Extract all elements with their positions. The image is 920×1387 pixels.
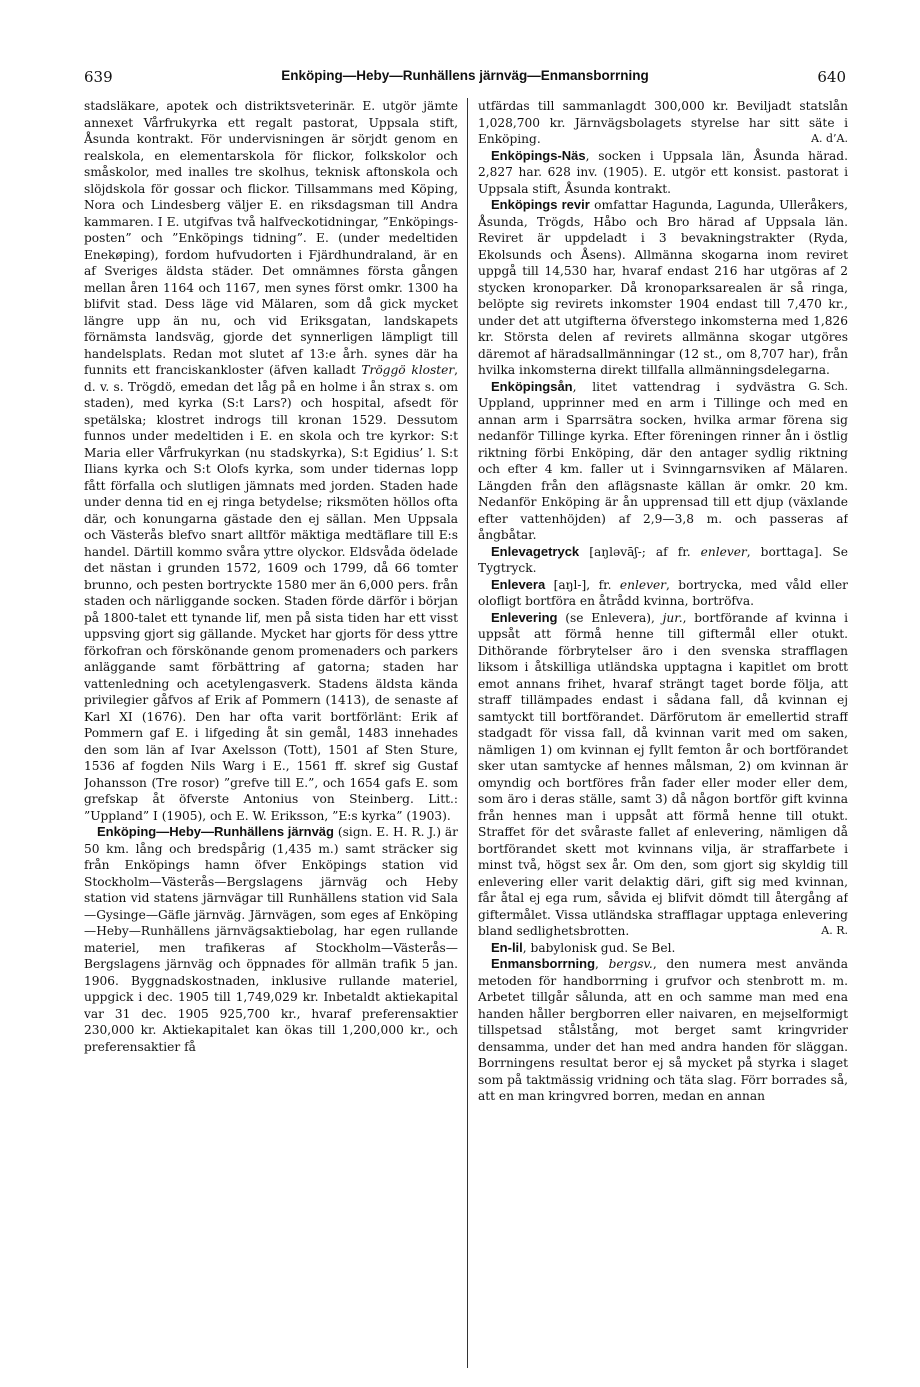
headword: Enköpingsån — [491, 378, 573, 394]
running-title: Enköping—Heby—Runhällens järnväg—Enmansborrning — [281, 68, 649, 83]
italic-text: bergsv. — [608, 957, 653, 971]
italic-text: enlever — [700, 544, 747, 559]
headword: Enlevera — [491, 576, 546, 592]
article-enmansborrning: Enmansborrning, bergsv., den numera mest använda metoden för handborrning i grufvor och stenbrott m. m. Arbetet tillgår sålunda, att en och samme man med ena handen håller bergborren eller naivaren, en mejselformigt tillspetsad stålstång, mot berget samt kringvrider densamma, under det han med andra handen för släggan. Borrningens resultat beror ej så mycket på styrka i slaget som på taktmässig vridning och täta slag. Förr borrades så, att en man kringvred borren, medan en annan — [478, 956, 848, 1103]
body-text: , d. v. s. Trögdö, emedan det låg på en holme i ån strax s. om staden), med kyrka (S:t Lars?) och hospital, afsedt för spetälska; klostret indrogs till kronan 1529. Dessutom funnos under medeltiden i E. en skola och tre kyrkor: S:t Maria eller Vårfrukyrkan (nu stadskyrka), S:t Egidius’ l. S:t Ilians kyrka och S:t Olofs kyrka, som under tidernas lopp fått förfalla och slutligen jämnats med jorden. Staden hade under denna tid en ej ringa betydelse; riksmöten höllos ofta där, och konungarna gästade den ej sällan. Men Uppsala och Västerås blefvo snart alltför mäktiga medtäflare till E:s handel. Därtill kommo svåra yttre olyckor. Eldsvåda ödelade det nästan i grunden 1572, 1609 och 1799, då 66 tomter brunno, och pesten bortryckte 1580 mer än 6,000 pers. från staden och närliggande socken. Staden förde därför i början på 1800-talet ett tynande lif, men på sista tiden har ett visst uppsving gjort sig gällande. Mycket har gjorts för dess yttre förkofran och förskönande genom promenaders och parkers anläggande samt förbättring af gatorna; staden har vattenledning och acetylengasverk. Stadens äldsta kända privilegier gåfvos af Erik af Pommern (1413), de senaste af Karl XI (1676). Den har ofta varit bortförläntː Erik af Pommern gaf E. i lifgeding åt sin gemål, 1483 innehades den som län af Ivar Axelsson (Tott), 1501 af Sten Sture, 1536 af fogden Nils Warg i E., 1561 ff. skref sig Gustaf Johansson (Tre rosor) ”grefve till E.”, och 1654 gafs E. som grefskap åt öfverste Antonius von Steinberg. Litt.: ”Uppland” I (1905), och E. W. Eriksson, ”E:s kyrka” (1903). — [84, 363, 458, 823]
body-text: , bortrycka, med våld eller olofligt bortföra en åtrådd kvinna, bortröfva. — [478, 577, 848, 608]
article-enlevagetryck — [478, 544, 848, 577]
article-en-lil — [478, 940, 848, 957]
article-enlevera — [478, 577, 848, 610]
author-signature: A. R. — [821, 924, 848, 937]
author-signature: G. Sch. — [808, 379, 848, 393]
headword: Enköping—Heby—Runhällens järnväg — [97, 824, 334, 839]
body-text: [aŋlǝvāʃ-; af fr. — [579, 544, 701, 559]
running-header — [84, 68, 846, 88]
headword: Enlevering — [491, 609, 558, 625]
left-column — [84, 98, 458, 1373]
body-text: (sign. E. H. R. J.) är 50 km. lång och bredspårig (1,435 m.) samt sträcker sig från Enköpings hamn öfver Enköpings station vid Stockholm—Västerås—Bergslagens järnväg och Heby station vid statens järnvägar till Runhällens station vid Sala—Gysinge—Gäfle järnväg. Järnvägen, som eges af Enköping—Heby—Runhällens järnvägsaktiebolag, har egen rullande materiel, men trafikeras af Stockholm—Västerås—Bergslagens järnväg och öppnades för allmän trafik 5 jan. 1906. Byggnadskostnaden, inklusive rullande materiel, uppgick i dec. 1905 till 1,749,029 kr. Inbetaldt aktiekapital var 31 dec. 1905 925,700 kr., hvaraf preferensaktier 230,000 kr. Aktiekapitalet kan ökas till 1,200,000 kr., och preferensaktier få — [84, 825, 458, 1054]
right-column — [478, 98, 848, 1373]
body-text: utfärdas till sammanlagdt 300,000 kr. Beviljadt statslån 1,028,700 kr. Järnvägsbolagets styrelse har sitt säte i Enköping. — [478, 99, 848, 146]
headword: Enmansborrning — [491, 956, 596, 971]
headword: Enköpings-Näs — [491, 147, 586, 163]
article-enlevering — [478, 610, 848, 940]
italic-text: Tröggö kloster — [361, 363, 455, 377]
page-number-right: 640 — [817, 68, 846, 86]
article-enkopings-nas — [478, 148, 848, 198]
article-railway-continued — [478, 98, 848, 148]
body-text: , litet vattendrag i sydvästra Uppland, upprinner med en arm i Tillinge och med en annan arm i Sparrsätra socken, hvilka armar förena sig nedanför Tillinge kyrka. Efter föreningen rinner ån i östlig riktning förbi Enköping, där den antager sydlig riktning och efter 4 km. faller ut i Svinngarnsviken af Mälaren. Längden från den aflägsnaste källan är omkr. 20 km. Nedanför Enköping är ån upprensad till ett djup (växlande efter vattenhöjden) af 2,9—3,8 m. och passeras af ångbåtar. — [478, 379, 848, 542]
body-text: omfattar Hagunda, Lagunda, Ulleråkers, Åsunda, Trögds, Håbo och Bro härad af Uppsala län. Reviret är uppdeladt i 3 bevakningstrakter (Ryda, Ekolsunds och Åsens). Allmänna skogarna inom reviret uppgå till 14,530 har, hvaraf endast 216 har utgöras af 2 stycken kronoparker. Då kronoparksarealen är så ringa, belöpte sig revirets inkomster 1904 endast till 7,470 kr., under det att utgifterna öfverstego inkomsterna med 1,826 kr. Största delen af revirets allmänna skogar utgöres däremot af häradsallmänningar (12 st., om 8,707 har), från hvilka inkomsterna direkt tillfalla allmänningsdelegarna. — [478, 198, 848, 377]
italic-text: jur. — [662, 610, 683, 625]
headword: Enlevagetryck — [491, 543, 580, 559]
body-text: stadsläkare, apotek och distriktsveterinär. E. utgör jämte annexet Vårfrukyrka ett regalt pastorat, Uppsala stift, Åsunda kontrakt. För undervisningen är sörjdt genom en realskola, en elementarskola för flickor, folkskolor och småskolor, med inalles tre skolhus, teknisk aftonskola och slöjdskola för gossar och flickor. Tillsammans med Köping, Nora och Lindesberg väljer E. en riksdagsman till Andra kammaren. I E. utgifvas två halfveckotidningar, ”Enköpings-posten” och ”Enköpings tidning”. E. (under medeltiden Enekøping), fordom hufvudorten i Fjärdhundraland, är en af Sveriges äldsta städer. Det omnämnes första gången mellan åren 1164 och 1167, men synes först omkr. 1300 ha blifvit stad. Dess läge vid Mälaren, som då gick mycket längre upp än nu, och vid Eriksgatan, landskapets förnämsta landsväg, gjorde det synnerligen lämpligt till handelsplats. Redan mot slutet af 13:e årh. synes där ha funnits ett franciskankloster (äfven kalladt — [84, 99, 458, 377]
body-text: [aŋl-], fr. — [545, 577, 620, 592]
body-text: , babylonisk gud. Se Bel. — [522, 940, 676, 955]
headword: En-lil — [491, 939, 523, 955]
body-text: , socken i Uppsala län, Åsunda härad. 2,827 har. 628 inv. (1905). E. utgör ett konsist. pastorat i Uppsala stift, Åsunda kontrakt. — [478, 148, 848, 196]
body-text: , borttaga]. Se Tygtryck. — [478, 544, 848, 575]
headword: Enköpings revir — [491, 197, 590, 212]
body-text: , den numera mest använda metoden för handborrning i grufvor och stenbrott m. m. Arbetet tillgår sålunda, att en och samme man med ena handen håller bergborren eller naivaren, en mejselformigt tillspetsad stålstång, mot berget samt kringvrider densamma, under det han med andra handen för släggan. Borrningens resultat beror ej så mycket på styrka i slaget som på taktmässig vridning och täta slag. Förr borrades så, att en man kringvred borren, medan en annan — [478, 957, 848, 1103]
body-text: (se Enlevera), — [557, 610, 663, 625]
author-signature: A. d’A. — [811, 132, 848, 145]
body-text: , bortförande af kvinna i uppsåt att förmå henne till giftermål eller otukt. Dithörande förbrytelser äro i den svenska strafflagen liksom i åtskilliga utländska upptagna i kapitlet om brott emot annans frihet, hvaraf strängt taget borde följa, att straff tillämpades endast i sådana fall, då kvinnan ej samtyckt till bortförandet. Därförutom är emellertid straff stadgadt för vissa fall, då kvinnan varit med om saken, nämligen 1) om kvinnan ej fyllt femton år och bortförandet sker utan samtycke af hennes målsman, 2) om kvinnan är omyndig och bortföres från fader eller moder eller dem, som äro i deras ställe, samt 3) då någon bortför gift kvinna från hennes man i uppsåt att förmå henne till otukt. Straffet för det svåraste fallet af enlevering, nämligen då bortförandet skett mot kvinnans vilja, är straffarbete i minst två, högst sex år. Om den, som gjort sig skyldig till enlevering eller varit delaktig däri, gift sig med kvinnan, får åtal ej ega rum, såvida ej blifvit dömdt till återgång af giftermålet. Vissa utländska strafflagar upptaga enlevering bland sedlighetsbrotten. — [478, 610, 848, 938]
article-enkoping-heby-runhallens-jarnvag — [84, 824, 458, 1055]
article-enkoping-continued — [84, 98, 458, 824]
italic-text: enlever — [619, 577, 666, 592]
column-divider — [467, 98, 468, 1368]
article-enkopingsan — [478, 379, 848, 544]
page-number-left: 639 — [84, 68, 113, 86]
